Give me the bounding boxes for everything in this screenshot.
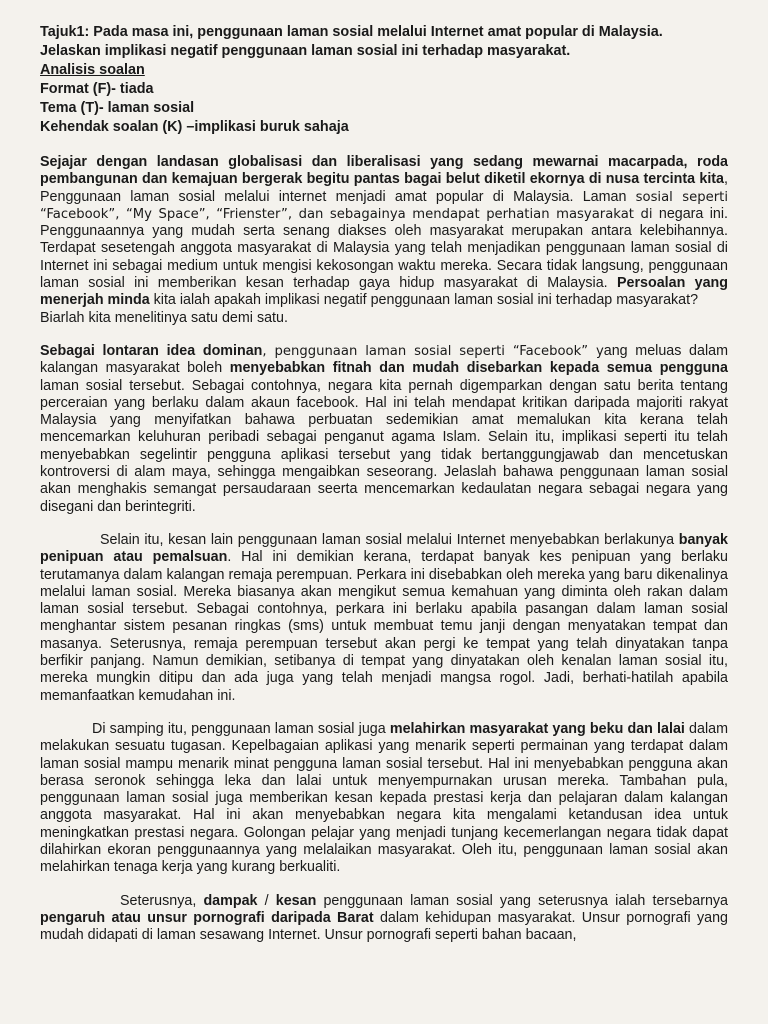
analysis-heading: Analisis soalan — [40, 62, 145, 78]
p1-text-2: ang meluas dalam kalangan masyarakat boleh — [40, 342, 729, 377]
paragraph-1 — [40, 343, 728, 516]
intro-text-1: , Penggunaan laman sosial melalui internet menjadi amat popular di Malaysia. Laman — [40, 171, 728, 205]
p3-text-2: dalam melakukan sesuatu tugasan. Kepelbagaian aplikasi yang menarik seperti permainan yang terdapat dalam laman sosial mampu menarik minat pengguna laman sosial tersebut. Hal ini menyebabkan pengguna akan berasa seronok sehingga leka dan lalai untuk menyempurnakan urusan mereka. Tambahan pula, penggunaan laman sosial juga memberikan kesan kepada prestasi kerja dan pelajaran dalam kalangan anggota masyarakat. Hal ini akan menyebabkan negara kita mengalami ketandusan idea untuk meningkatkan prestasi negara. Golongan pelajar yang menjadi tunjang kecemerlangan negara tidak dapat dilahirkan ekoran penggunaannya yang melalaikan masyarakat. Oleh itu, penggunaan laman sosial akan melahirkan tenaga kerja yang kurang berkualiti. — [40, 720, 729, 876]
format-line: Format (F)- tiada — [40, 81, 154, 97]
paragraph-4 — [40, 893, 728, 945]
intro-bold-1: Sejajar dengan landasan globalisasi dan liberalisasi yang sedang mewarnai macarpada, roda pembangunan dan kemajuan bergerak begitu pantas bagai belut diketil ekornya di nusa tercinta kita — [40, 154, 728, 188]
p2-text-2: . Hal ini demikian kerana, terdapat banyak kes penipuan yang berlaku terutamanya dalam kalangan remaja perempuan. Perkara ini disebabkan oleh mereka yang baru dikenalinya melalui laman sosial. Mereka biasanya akan mengikut semua kemahuan yang diminta oleh rakan dalam laman sosial tersebut. Sebagai contohnya, perkara ini berlaku apabila pasangan dalam laman sosial menghantar sistem pesanan ringkas (sms) untuk membuat temu janji dengan menyatakan tempat dan masanya. Seterusnya, remaja perempuan tersebut akan pergi ke tempat yang telah dinyatakan tanpa berfikir panjang. Namun demikian, setibanya di tempat yang dinyatakan oleh kenalan laman sosial itu, mereka mungkin ditipu dan ada juga yang telah menjadi mangsa rogol. Jadi, berhati-hatilah apabila memanfaatkan kemudahan ini. — [40, 549, 728, 704]
p4-bold-1: dampak — [203, 892, 258, 909]
requirement-line: Kehendak soalan (K) –implikasi buruk sahaja — [40, 119, 349, 135]
p3-text-1: Di samping itu, penggunaan laman sosial juga — [92, 720, 390, 737]
intro-bold-2: Persoalan yang menerjah minda — [40, 275, 729, 309]
intro-closing: Biarlah kita menelitinya satu demi satu. — [40, 309, 288, 326]
paragraph-3 — [40, 721, 728, 877]
p4-text-4: dalam kehidupan masyarakat. Unsur pornografi yang mudah didapati di laman sesawang Internet. Unsur pornografi seperti bahan bacaan, — [40, 909, 728, 944]
p4-text-1: Seterusnya, — [120, 892, 204, 909]
p4-text-2: / — [257, 892, 276, 909]
p1-text-1: , penggunaan laman sosial seperti “Facebook” y — [262, 343, 604, 359]
p4-bold-2: kesan — [275, 892, 317, 909]
p1-text-3: laman sosial tersebut. Sebagai contohnya, negara kita pernah digemparkan dengan satu berita tentang perceraian yang berlaku dalam akaun facebook. Hal ini telah mendapat kritikan daripada majoriti rakyat Malaysia yang menyifatkan bahawa perbuatan sedemikian amat memalukan kita kerana telah mencemarkan keluhuran peribadi sebagai penganut agama Islam. Selain itu, implikasi seperti itu telah menyebabkan segelintir pengguna aplikasi tersebut yang tidak bertanggungjawab dan mencetuskan kontroversi di alam maya, sehingga mengaibkan seseorang. Jelaslah bahawa penggunaan laman sosial akan menghakis semangat persaudaraan seerta mencemarkan kedaulatan negara sebagai negara yang disegani dan berintegriti. — [40, 377, 728, 515]
p2-bold-1: banyak penipuan atau pemalsuan — [40, 531, 728, 566]
intro-text-4: kita ialah apakah implikasi negatif penggunaan laman sosial ini terhadap masyarakat? — [149, 292, 699, 309]
intro-text-3: negara ini. Penggunaannya yang mudah serta senang diakses oleh masyarakat merupakan antara kelebihannya. Terdapat sesetengah anggota masyarakat di Malaysia yang telah menjadikan penggunaan laman sosial di Internet ini sebagai medium untuk mengisi kekosongan waktu mereka. Secara tidak langsung, penggunaan laman sosial ini memberikan kesan terhadap gaya hidup masyarakat di Malaysia. — [40, 205, 728, 292]
question-line-2: Jelaskan implikasi negatif penggunaan laman sosial ini terhadap masyarakat. — [40, 43, 571, 59]
p1-bold-2: menyebabkan fitnah dan mudah disebarkan kepada semua pengguna — [229, 360, 728, 377]
intro-text-2: sosial seperti “Facebook”, “My Space”, “Frienster”, dan sebagainya mendapat perhatian masyarakat di — [40, 189, 728, 222]
p4-text-3: penggunaan laman sosial yang seterusnya ialah tersebarnya — [316, 892, 729, 909]
p1-bold-1: Sebagai lontaran idea dominan — [40, 342, 263, 359]
question-line-1: Tajuk1: Pada masa ini, penggunaan laman sosial melalui Internet amat popular di Malaysia. — [40, 24, 663, 40]
theme-line: Tema (T)- laman sosial — [40, 100, 195, 116]
p4-bold-3: pengaruh atau unsur pornografi daripada Barat — [40, 909, 374, 926]
paragraph-2 — [40, 532, 728, 705]
question-header — [40, 23, 728, 137]
p3-bold-1: melahirkan masyarakat yang beku dan lalai — [389, 720, 685, 737]
intro-paragraph — [40, 154, 728, 310]
p2-text-1: Selain itu, kesan lain penggunaan laman sosial melalui Internet menyebabkan berlakunya — [100, 531, 679, 548]
